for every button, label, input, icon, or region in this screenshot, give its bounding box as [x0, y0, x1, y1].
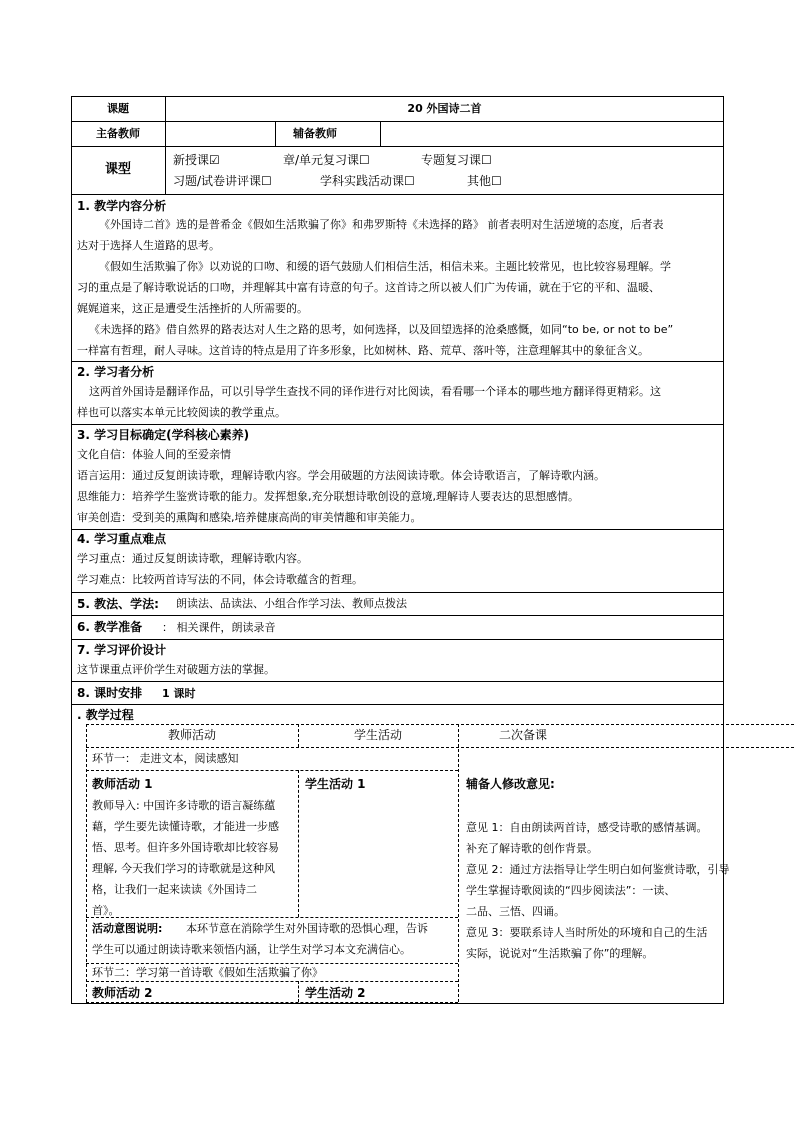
body-line: 学习重点：通过反复朗读诗歌，理解诗歌内容。 [77, 552, 308, 565]
divider [71, 146, 724, 147]
lesson-type-label: 课型 [104, 162, 131, 177]
body-line: 意见 3：要联系诗人当时所处的环境和自己的生活 [466, 926, 708, 939]
class-hours: 1 课时 [162, 687, 196, 700]
divider [71, 424, 724, 425]
dashed-divider [86, 724, 87, 1002]
activity-intent-label: 活动意图说明: [92, 922, 163, 935]
body-line: 补充了解诗歌的创作背景。 [466, 842, 598, 855]
lesson-title: 20 外国诗二首 [407, 102, 482, 115]
dashed-divider [298, 981, 299, 1002]
body-line: 《外国诗二首》选的是普希金《假如生活欺骗了你》和弗罗斯特《未选择的路》 前者表明对生活逆境的态度，后者表 [99, 218, 664, 231]
body-line: 意见 2：通过方法指导让学生明白如何鉴赏诗歌，引导 [466, 863, 730, 876]
body-line: 理解, 今天我们学习的诗歌就是这种风 [92, 862, 275, 875]
divider [71, 592, 724, 593]
body-line: 这两首外国诗是翻译作品，可以引导学生查找不同的译作进行对比阅读，看看哪一个译本的哪些地方翻译得更精彩。这 [89, 385, 661, 398]
body-line: 娓娓道来，这正是遭受生活挫折的人所需要的。 [77, 302, 308, 315]
dashed-divider [86, 981, 458, 982]
body-line: 藉，学生要先读懂诗歌，才能进一步感 [92, 820, 279, 833]
student-activity-2-title: 学生活动 2 [305, 986, 366, 1000]
section-3-title: 3. 学习目标确定(学科核心素养) [77, 428, 250, 442]
section-2-title: 2. 学习者分析 [77, 365, 155, 379]
body-line: 审美创造：受到美的熏陶和感染,培养健康高尚的审美情趣和审美能力。 [77, 511, 422, 524]
body-line: 达对于选择人生道路的思考。 [77, 239, 220, 252]
assist-teacher-label: 辅备教师 [293, 127, 337, 140]
dashed-divider [86, 747, 794, 748]
teaching-preparation: ： 相关课件，朗读录音 [162, 621, 276, 634]
section-7-title: 7. 学习评价设计 [77, 643, 167, 657]
body-line: 样也可以落实本单元比较阅读的教学重点。 [77, 406, 286, 419]
divider [71, 194, 724, 195]
divider [380, 121, 381, 146]
body-line: 首》。 [92, 904, 120, 917]
section-4-title: 4. 学习重点难点 [77, 532, 167, 546]
lesson-label: 课题 [107, 102, 129, 115]
second-preparation-title: 辅备人修改意见: [466, 777, 555, 791]
lesson-type-other[interactable]: 其他☐ [467, 174, 502, 188]
body-line: 学生掌握诗歌阅读的“四步阅读法”：一读、 [466, 884, 676, 897]
body-line: 教师导入: 中国许多诗歌的语言凝练蕴 [92, 799, 276, 812]
body-line: 《未选择的路》借自然界的路表达对人生之路的思考，如何选择，以及回望选择的沧桑感慨，如同“to be, or not to be” [89, 323, 674, 336]
activity-intent-line: 学生可以通过朗读诗歌来领悟内涵，让学生对学习本文充满信心。 [92, 943, 411, 956]
col-teacher-activity: 教师活动 [167, 728, 216, 742]
body-line: 学习难点：比较两首诗写法的不同，体会诗歌蕴含的哲理。 [77, 573, 363, 586]
body-line: 《假如生活欺骗了你》以劝说的口吻、和缓的语气鼓励人们相信生活，相信未来。主题比较常见，也比较容易理解。学 [99, 260, 671, 273]
body-line: 格，让我们一起来读读《外国诗二 [92, 883, 257, 896]
body-line: 二品、三悟、四诵。 [466, 905, 565, 918]
link-two: 环节二：学习第一首诗歌《假如生活欺骗了你》 [92, 966, 323, 979]
body-line: 一样富有哲理，耐人寻味。这首诗的特点是用了许多形象，比如树林、路、荒草、落叶等，注意理解其中的象征含义。 [77, 344, 649, 357]
section-6-title: 6. 教学准备 [77, 620, 143, 634]
section-2-body [77, 381, 661, 423]
body-line: 悟、思考。但许多外国诗歌却比较容易 [92, 841, 279, 854]
section-3-body [77, 444, 605, 528]
body-line: 意见 1：自由朗读两首诗，感受诗歌的感情基调。 [466, 821, 708, 834]
lesson-type-topic-review[interactable]: 专题复习课☐ [421, 153, 492, 167]
dashed-divider [86, 1002, 458, 1003]
dashed-divider [86, 724, 794, 725]
section-4-body [77, 548, 363, 590]
lesson-type-exercise[interactable]: 习题/试卷讲评课☐ [173, 174, 272, 188]
divider [71, 639, 724, 640]
dashed-divider [458, 724, 459, 1002]
divider [71, 361, 724, 362]
dashed-divider [298, 770, 299, 917]
teacher-activity-1-body [92, 795, 279, 921]
divider [71, 704, 724, 705]
student-activity-1-title: 学生活动 1 [305, 777, 366, 791]
body-line: 实际，说说对“生活欺骗了你”的理解。 [466, 947, 654, 960]
divider [71, 529, 724, 530]
body-line: 语言运用：通过反复朗读诗歌，理解诗歌内容。学会用破题的方法阅读诗歌。体会诗歌语言，了解诗歌内涵。 [77, 469, 605, 482]
col-second-preparation: 二次备课 [498, 728, 547, 742]
dashed-divider [86, 963, 458, 964]
teacher-activity-2-title: 教师活动 2 [92, 986, 153, 1000]
divider [71, 615, 724, 616]
body-line: 习的重点是了解诗歌说话的口吻，并理解其中富有诗意的句子。这首诗之所以被人们广为传诵，就在于它的平和、温暖、 [77, 281, 660, 294]
activity-intent-line: 本环节意在消除学生对外国诗歌的恐惧心理，告诉 [186, 922, 428, 935]
divider [71, 681, 724, 682]
section-1-body [77, 214, 673, 361]
main-teacher-label: 主备教师 [96, 127, 140, 140]
body-line: 思维能力：培养学生鉴赏诗歌的能力。发挥想象,充分联想诗歌创设的意境,理解诗人要表达的思想感情。 [77, 490, 579, 503]
teaching-methods: 朗读法、品读法、小组合作学习法、教师点拨法 [176, 597, 407, 610]
lesson-type-new[interactable]: 新授课☑ [173, 153, 220, 167]
section-8-title: 8. 课时安排 [77, 686, 143, 700]
process-title: . 教学过程 [77, 708, 134, 722]
section-7-body [77, 659, 275, 680]
section-5-title: 5. 教法、学法: [77, 597, 159, 611]
body-line: 这节课重点评价学生对破题方法的掌握。 [77, 663, 275, 676]
section-1-title: 1. 教学内容分析 [77, 199, 167, 213]
lesson-type-practice[interactable]: 学科实践活动课☐ [320, 174, 415, 188]
body-line: 文化自信：体验人间的至爱亲情 [77, 448, 231, 461]
lesson-type-unit-review[interactable]: 章/单元复习课☐ [283, 153, 370, 167]
dashed-divider [86, 770, 458, 771]
divider [71, 121, 724, 122]
second-preparation-body [466, 817, 730, 964]
link-one: 环节一： 走进文本，阅读感知 [92, 752, 239, 765]
teacher-activity-1-title: 教师活动 1 [92, 777, 153, 791]
col-student-activity: 学生活动 [353, 728, 402, 742]
